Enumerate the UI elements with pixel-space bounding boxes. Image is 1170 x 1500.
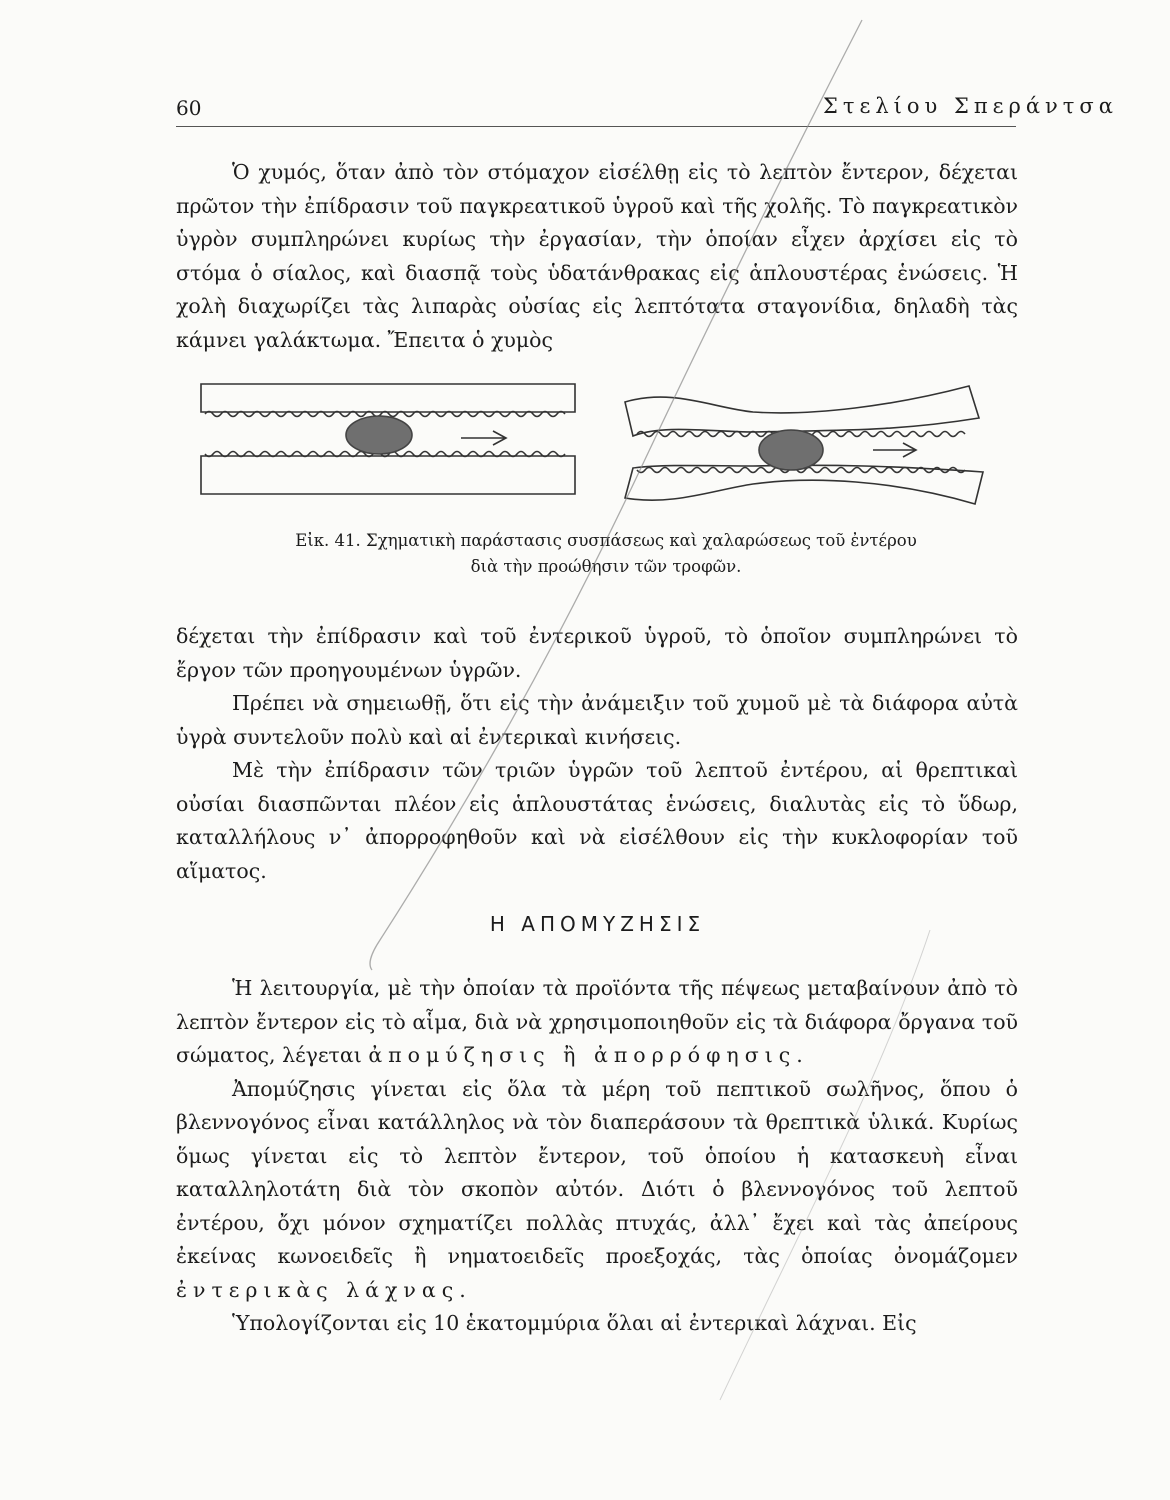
contraction-diagram bbox=[201, 384, 575, 494]
paragraph-villi-count: Ὑπολογίζονται εἰς 10 ἑκατομμύρια ὅλαι αἱ ἐντερικαὶ λάχναι. Εἰς bbox=[232, 1311, 917, 1335]
paragraph-absorption-site bbox=[176, 1073, 1018, 1308]
motion-arrow-right bbox=[873, 443, 916, 457]
motion-arrow-left bbox=[461, 431, 506, 445]
villi-end: . bbox=[459, 1277, 466, 1302]
section-title: Η ΑΠΟΜΥΖΗΣΙΣ bbox=[489, 912, 706, 936]
villi-term: ἐντερικὰς λάχνας bbox=[176, 1277, 460, 1302]
page-number: 60 bbox=[176, 96, 202, 120]
tube-wall-top bbox=[201, 384, 575, 412]
running-title: Στελίου Σπεράντσα bbox=[823, 94, 1118, 118]
text-block-bottom bbox=[176, 972, 1018, 1341]
paragraph-intestinal-fluid: δέχεται τὴν ἐπίδρασιν καὶ τοῦ ἐντερικοῦ ὑγροῦ, τὸ ὁποῖον συμπληρώνει τὸ ἔργον τῶν προηγουμένων ὑγρῶν. bbox=[176, 624, 1018, 682]
tube-wall-bottom bbox=[201, 456, 575, 494]
caption-line-2: διὰ τὴν προώθησιν τῶν τροφῶν. bbox=[470, 557, 742, 576]
header-rule bbox=[176, 126, 1016, 127]
paragraph-nutrients: Μὲ τὴν ἐπίδρασιν τῶν τριῶν ὑγρῶν τοῦ λεπτοῦ ἐντέρου, αἱ θρεπτικαὶ οὐσίαι διασπῶνται πλέον εἰς ἁπλουστάτας ἑνώσεις, διαλυτὰς εἰς τὸ ὕδωρ, καταλλήλους ν᾿ ἀπορροφηθοῦν καὶ νὰ εἰσέλθουν εἰς τὴν κυκλοφορίαν τοῦ αἵματος. bbox=[176, 758, 1018, 883]
figure-caption bbox=[216, 528, 996, 580]
absorption-term: ἀπομύζησις ἢ ἀπορρόφησις bbox=[368, 1043, 797, 1067]
paragraph-movements: Πρέπει νὰ σημειωθῇ, ὅτι εἰς τὴν ἀνάμειξιν τοῦ χυμοῦ μὲ τὰ διάφορα αὐτὰ ὑγρὰ συντελοῦν πολὺ καὶ αἱ ἐντερικαὶ κινήσεις. bbox=[176, 691, 1018, 749]
paragraph-absorption-definition bbox=[176, 972, 1018, 1073]
text-block-top bbox=[176, 156, 1018, 357]
villi-text: Ἀπομύζησις γίνεται εἰς ὅλα τὰ μέρη τοῦ πεπτικοῦ σωλῆνος, ὅπου ὁ βλεννογόνος εἶναι κατάλληλος νὰ τὸν διαπεράσουν τὰ θρεπτικὰ ὑλικά. Κυρίως ὅμως γίνεται εἰς τὸ λεπτὸν ἔντερον, τοῦ ὁποίου ἡ κατασκευὴ εἶναι καταλληλοτάτη διὰ τὸν σκοπὸν αὐτόν. Διότι ὁ βλεννογόνος τοῦ λεπτοῦ ἐντέρου, ὄχι μόνον σχηματίζει πολλὰς πτυχάς, ἀλλ᾿ ἔχει καὶ τὰς ἀπείρους ἐκείνας κωνοειδεῖς ἢ νηματοειδεῖς προεξοχάς, τὰς ὁποίας ὀνομάζομεν bbox=[176, 1076, 1018, 1268]
paragraph-chyme: Ὁ χυμός, ὅταν ἀπὸ τὸν στόμαχον εἰσέλθῃ εἰς τὸ λεπτὸν ἔντερον, δέχεται πρῶτον τὴν ἐπίδρασιν τοῦ παγκρεατικοῦ ὑγροῦ καὶ τῆς χολῆς. Τὸ παγκρεατικὸν ὑγρὸν συμπληρώνει κυρίως τὴν ἐργασίαν, τὴν ὁποίαν εἶχεν ἀρχίσει εἰς τὸ στόμα ὁ σίαλος, καὶ διασπᾷ τοὺς ὑδατάνθρακας εἰς ἁπλουστέρας ἑνώσεις. Ἡ χολὴ διαχωρίζει τὰς λιπαρὰς οὐσίας εἰς λεπτότατα σταγονίδια, δηλαδὴ τὰς κάμνει γαλάκτωμα. Ἔπειτα ὁ χυμὸς bbox=[176, 160, 1018, 352]
caption-line-1: Εἰκ. 41. Σχηματικὴ παράστασις συσπάσεως καὶ χαλαρώσεως τοῦ ἐντέρου bbox=[295, 531, 917, 550]
intestine-figure bbox=[193, 380, 993, 510]
absorption-text: Ἡ λειτουργία, μὲ τὴν ὁποίαν τὰ προϊόντα τῆς πέψεως μεταβαίνουν ἀπὸ τὸ λεπτὸν ἔντερον εἰς τὸ αἷμα, διὰ νὰ χρησιμοποιηθοῦν εἰς τὰ διάφορα ὄργανα τοῦ σώματος, λέγεται bbox=[176, 976, 1018, 1067]
absorption-end: . bbox=[796, 1043, 803, 1067]
food-bolus-left bbox=[346, 416, 412, 454]
food-bolus-right bbox=[759, 430, 823, 470]
text-block-middle bbox=[176, 620, 1018, 888]
relaxed-wall-top bbox=[625, 386, 979, 436]
relaxation-diagram bbox=[625, 386, 983, 504]
